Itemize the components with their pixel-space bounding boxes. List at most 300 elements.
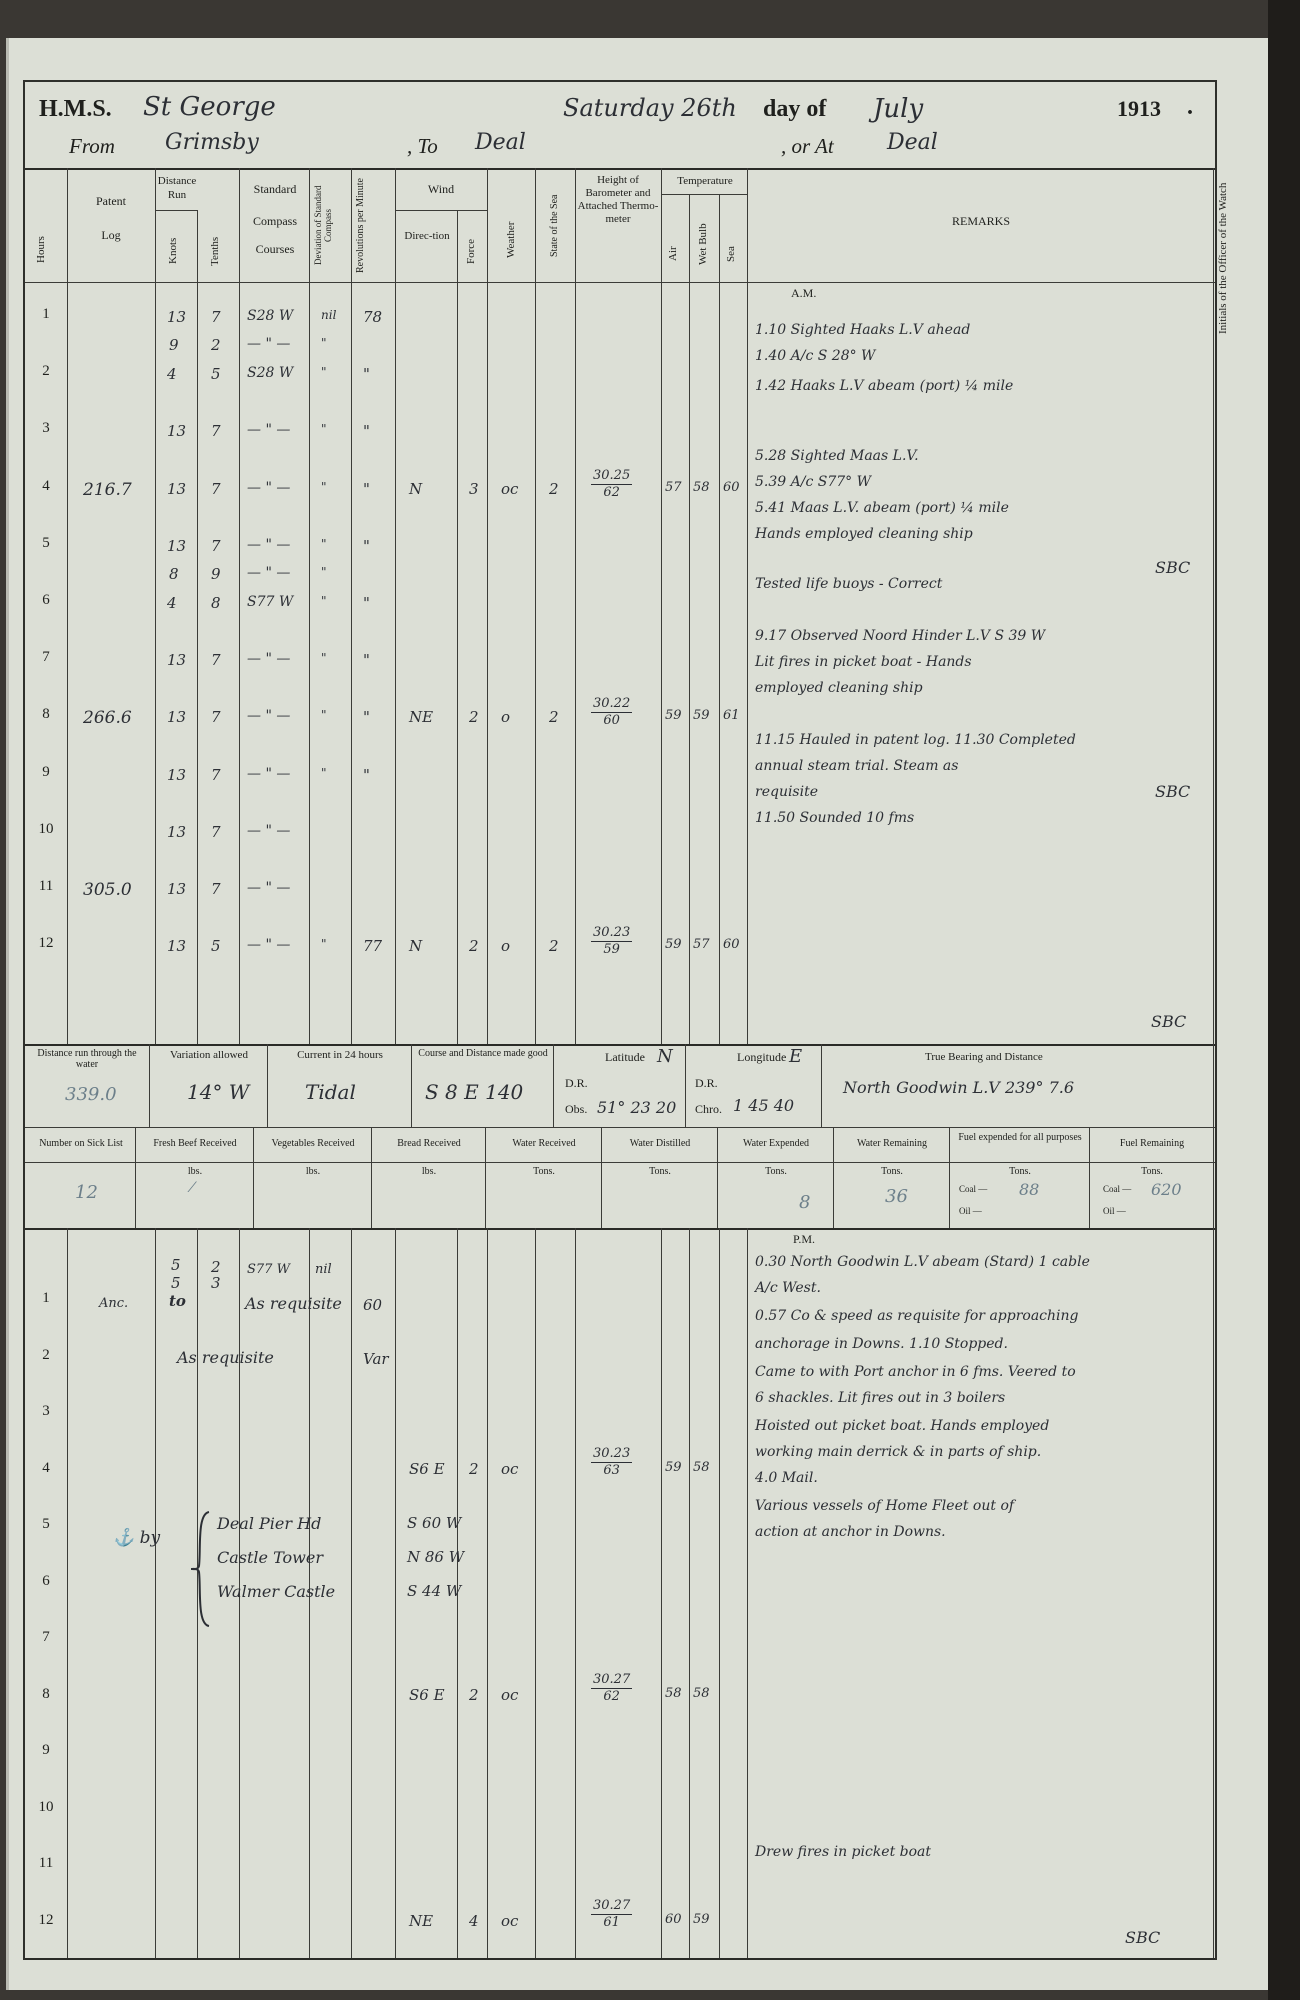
sum-course-value: S 8 E 140 [425, 1080, 524, 1104]
rule-am-bottom [25, 1044, 1215, 1046]
am-remark-line: 1.42 Haaks L.V abeam (port) ¼ mile [755, 378, 1014, 394]
water-remaining-label: Water Remaining [856, 1138, 927, 1149]
sum-dist-label: Distance run through the water [37, 1048, 137, 1070]
col-rule [197, 210, 198, 1044]
col-rule [253, 1127, 254, 1228]
col-rule [457, 210, 458, 1044]
pm-label: P.M. [793, 1232, 816, 1246]
col-rule [833, 1127, 834, 1228]
fuel-rem-coal-label: Coal — [1103, 1184, 1132, 1194]
pm-rev-b: 60 [363, 1296, 383, 1314]
hdr-tenths: Tenths [209, 236, 221, 266]
pm-weather: oc [501, 1460, 519, 1478]
baro-thermo: 62 [603, 485, 620, 500]
pm-remark-line: Various vessels of Home Fleet out of [755, 1498, 1015, 1514]
hdr-distance-run: Distance Run [157, 175, 197, 201]
col-rule [601, 1127, 602, 1228]
am-tenths: 8 [211, 594, 221, 612]
col-rule [67, 1228, 68, 1958]
col-rule [1213, 1228, 1214, 1958]
at-value: Deal [887, 130, 938, 155]
initials-am-2: SBC [1155, 782, 1191, 801]
am-remark-line: 11.15 Hauled in patent log. 11.30 Completed [755, 732, 1076, 748]
am-knots: 13 [167, 937, 187, 955]
pm-remark-line: working main derrick & in parts of ship. [755, 1444, 1042, 1460]
col-rule [395, 1228, 396, 1958]
initials-am-3: SBC [1151, 1012, 1187, 1031]
rule-pm-top [25, 1228, 1215, 1230]
rule-wind-sub [395, 210, 487, 211]
am-wind-dir: N [409, 480, 423, 498]
bearing-direction: S 60 W [407, 1514, 462, 1532]
bread-label: Bread Received [397, 1138, 461, 1149]
am-weather: oc [501, 480, 519, 498]
col-rule [535, 1228, 536, 1958]
col-rule [661, 168, 662, 1044]
hdr-temperature: Temperature [677, 175, 733, 187]
pm-weather: oc [501, 1912, 519, 1930]
pm-hour: 2 [42, 1347, 50, 1363]
sum-lon-chro: 1 45 40 [733, 1096, 795, 1115]
am-tenths: 7 [211, 480, 221, 498]
am-remark-line: 5.41 Maas L.V. abeam (port) ¼ mile [755, 500, 1009, 516]
col-rule [661, 1228, 662, 1958]
hdr-sea-temp: Sea [725, 246, 737, 262]
pm-course-c: As requisite [177, 1348, 274, 1367]
pm-remark-line: 6 shackles. Lit fires out in 3 boilers [755, 1390, 1006, 1406]
rule-temp-sub [661, 194, 747, 195]
am-log: 216.7 [83, 480, 132, 500]
am-barometer [591, 696, 632, 729]
am-knots: 13 [167, 480, 187, 498]
hdr-force: Force [465, 238, 477, 264]
sum-cur-value: Tidal [305, 1080, 356, 1104]
bearing-name: Castle Tower [217, 1548, 323, 1567]
fuel-exp-oil-label: Oil — [959, 1206, 982, 1216]
hdr-remarks: REMARKS [951, 214, 1010, 228]
baro-height: 30.22 [593, 696, 631, 711]
hdr-standard: Standard [253, 182, 297, 196]
bearing-name: Walmer Castle [217, 1582, 336, 1601]
am-hour: 12 [38, 935, 54, 951]
water-received-unit: Tons. [533, 1166, 555, 1177]
hdr-weather: Weather [505, 221, 517, 259]
pm-wind-force: 2 [469, 1460, 479, 1478]
am-tenths: 7 [211, 766, 221, 784]
am-knots: 4 [167, 594, 177, 612]
water-expended-value: 8 [799, 1192, 811, 1213]
hdr-log: Log [101, 228, 121, 242]
am-barometer [591, 468, 632, 501]
am-course: — " — [247, 823, 291, 839]
bearing-direction: S 44 W [407, 1582, 462, 1600]
col-rule [371, 1127, 372, 1228]
sum-var-label: Variation allowed [170, 1049, 248, 1061]
am-revolutions: " [363, 422, 370, 440]
sick-value: 12 [75, 1182, 98, 1203]
am-hour: 5 [42, 535, 50, 551]
am-deviation-extra: " [321, 336, 327, 350]
pm-course-a-dev: nil [315, 1262, 332, 1277]
baro-thermo: 61 [603, 1915, 620, 1930]
baro-thermo: 60 [603, 713, 620, 728]
col-rule [689, 194, 690, 1044]
am-tenths: 7 [211, 422, 221, 440]
pm-hour: 1 [42, 1290, 50, 1306]
col-rule [155, 168, 156, 1044]
hdr-barometer: Height of Barometer and Attached Thermo-meter [577, 174, 659, 225]
pm-hour: 12 [38, 1912, 54, 1928]
col-rule [135, 1127, 136, 1228]
pm-kn-a: 5 [171, 1256, 181, 1274]
sum-lon-dir: E [789, 1046, 803, 1067]
baro-height: 30.23 [593, 925, 631, 940]
hdr-revolutions: Revolutions per Minute [355, 178, 366, 274]
col-rule [149, 1044, 150, 1127]
pm-remark-line: Drew fires in picket boat [755, 1844, 932, 1860]
fuel-remaining-label: Fuel Remaining [1119, 1138, 1185, 1149]
am-revolutions: " [363, 651, 370, 669]
am-knots: 13 [167, 537, 187, 555]
col-rule [685, 1044, 686, 1127]
rule-sum2-head [25, 1162, 1215, 1163]
am-sea-state: 2 [549, 937, 559, 955]
pm-wind-dir: S6 E [409, 1686, 445, 1704]
pm-tn-b: 3 [211, 1274, 221, 1292]
pm-hour: 4 [42, 1460, 50, 1476]
water-expended-label: Water Expended [742, 1138, 810, 1149]
pm-wind-dir: S6 E [409, 1460, 445, 1478]
pm-barometer [591, 1898, 632, 1931]
col-rule [155, 1228, 156, 1958]
am-tenths: 7 [211, 708, 221, 726]
pm-air: 58 [665, 1686, 682, 1701]
from-label: From [69, 134, 115, 158]
am-revolutions: 78 [363, 308, 383, 326]
am-remark-line: 5.28 Sighted Maas L.V. [755, 448, 919, 464]
am-course: — " — [247, 880, 291, 896]
am-knots: 4 [167, 365, 177, 383]
col-rule [535, 168, 536, 1044]
col-rule [1213, 1044, 1214, 1127]
col-rule [821, 1044, 822, 1127]
am-remark-line: Lit fires in picket boat - Hands [755, 654, 972, 670]
sum-bearing-value: North Goodwin L.V 239° 7.6 [843, 1078, 1075, 1097]
bread-unit: lbs. [421, 1166, 437, 1177]
from-value: Grimsby [165, 130, 259, 155]
hdr-deviation: Deviation of Standard Compass [313, 185, 333, 265]
fuel-exp-coal-label: Coal — [959, 1184, 988, 1194]
col-rule [1213, 168, 1214, 1044]
am-tenths: 7 [211, 823, 221, 841]
baro-thermo: 62 [603, 1689, 620, 1704]
pm-barometer [591, 1446, 632, 1479]
am-remark-line: annual steam trial. Steam as [755, 758, 959, 774]
rule-dist-sub [155, 210, 197, 211]
year-dot: . [1187, 94, 1193, 120]
col-rule [719, 1228, 720, 1958]
am-knots-extra: 8 [169, 565, 179, 583]
am-tenths-extra: 9 [211, 565, 221, 583]
col-rule [351, 1228, 352, 1958]
am-knots: 13 [167, 422, 187, 440]
fuel-expended-unit: Tons. [1009, 1166, 1031, 1177]
hdr-courses: Courses [255, 242, 295, 256]
to-value: Deal [475, 130, 526, 155]
pm-remark-line: A/c West. [755, 1280, 821, 1296]
bearing-direction: N 86 W [407, 1548, 465, 1566]
pm-wet-bulb: 59 [693, 1912, 710, 1927]
pm-hour: 11 [38, 1855, 54, 1871]
am-remark-line: 11.50 Sounded 10 fms [755, 810, 915, 826]
am-log: 305.0 [83, 880, 132, 900]
rule-am-head [25, 282, 1215, 283]
pm-hour: 5 [42, 1516, 50, 1532]
pm-wet-bulb: 58 [693, 1686, 710, 1701]
water-distilled-unit: Tons. [649, 1166, 671, 1177]
am-revolutions: " [363, 365, 370, 383]
pm-hour: 3 [42, 1403, 50, 1419]
am-revolutions: " [363, 480, 370, 498]
day-of-label: day of [763, 96, 827, 122]
col-rule [309, 168, 310, 1044]
am-hour: 4 [42, 478, 50, 494]
am-weather: o [501, 937, 511, 955]
pm-course-a: S77 W [247, 1262, 290, 1277]
pm-weather: oc [501, 1686, 519, 1704]
sum-lon-chro-label: Chro. [695, 1102, 722, 1116]
pm-hour: 6 [42, 1573, 50, 1589]
am-label: A.M. [791, 286, 817, 300]
hdr-knots: Knots [167, 237, 179, 265]
am-deviation: " [321, 651, 327, 665]
am-wind-dir: N [409, 937, 423, 955]
log-day: Saturday 26th [563, 94, 737, 122]
sum-lon-label: Longitude [737, 1050, 787, 1064]
pm-hour: 10 [38, 1799, 54, 1815]
rule-am-top [25, 168, 1215, 170]
sum-bearing-label: True Bearing and Distance [925, 1051, 1043, 1063]
col-rule [949, 1127, 950, 1228]
am-wind-force: 2 [469, 708, 479, 726]
am-remark-line: employed cleaning ship [755, 680, 923, 696]
am-air: 57 [665, 480, 682, 495]
pm-wind-force: 4 [469, 1912, 479, 1930]
sum-lat-obs-label: Obs. [565, 1102, 588, 1116]
water-remaining-value: 36 [885, 1186, 908, 1207]
book-spine [1268, 0, 1300, 2000]
am-wind-dir: NE [409, 708, 434, 726]
am-deviation: " [321, 537, 327, 551]
am-tenths: 7 [211, 308, 221, 326]
am-sea-temp: 61 [723, 708, 740, 723]
am-revolutions: " [363, 594, 370, 612]
am-deviation: nil [321, 308, 337, 322]
pm-anc-log: Anc. [99, 1296, 129, 1311]
am-course: — " — [247, 422, 291, 438]
initials-pm: SBC [1125, 1928, 1161, 1947]
am-remark-line: Hands employed cleaning ship [755, 526, 973, 542]
hdr-wind: Wind [427, 182, 455, 196]
pm-wet-bulb: 58 [693, 1460, 710, 1475]
am-deviation: " [321, 937, 327, 951]
fuel-remaining-unit: Tons. [1141, 1166, 1163, 1177]
pm-remark-line: Hoisted out picket boat. Hands employed [755, 1418, 1050, 1434]
pm-hour: 9 [42, 1742, 50, 1758]
sum-lon-dr: D.R. [695, 1076, 718, 1090]
am-course: — " — [247, 651, 291, 667]
hdr-compass: Compass [252, 214, 297, 228]
pm-hour: 8 [42, 1686, 50, 1702]
pm-remark-line: Came to with Port anchor in 6 fms. Veered to [755, 1364, 1076, 1380]
am-tenths: 5 [211, 365, 221, 383]
am-hour: 2 [42, 363, 50, 379]
am-tenths: 7 [211, 537, 221, 555]
am-deviation: " [321, 708, 327, 722]
col-rule [1089, 1127, 1090, 1228]
am-knots: 13 [167, 708, 187, 726]
am-tenths: 7 [211, 651, 221, 669]
am-revolutions: " [363, 708, 370, 726]
am-deviation: " [321, 594, 327, 608]
am-course: — " — [247, 708, 291, 724]
am-revolutions: " [363, 537, 370, 555]
col-rule [411, 1044, 412, 1127]
hdr-hours: Hours [35, 236, 47, 264]
hdr-air: Air [667, 246, 679, 262]
am-sea-state: 2 [549, 708, 559, 726]
pm-remark-line: 4.0 Mail. [755, 1470, 818, 1486]
am-hour: 10 [38, 821, 54, 837]
beef-label: Fresh Beef Received [153, 1138, 237, 1149]
pm-course-b: As requisite [245, 1294, 342, 1313]
sum-lat-dir: N [657, 1046, 673, 1067]
am-hour: 7 [42, 649, 50, 665]
initials-am-1: SBC [1155, 558, 1191, 577]
log-year: 1913 [1117, 96, 1161, 121]
am-course-extra: — " — [247, 565, 291, 581]
am-sea-temp: 60 [723, 937, 740, 952]
beef-value: ⁄ [191, 1180, 194, 1196]
am-hour: 9 [42, 764, 50, 780]
col-rule [67, 168, 68, 1044]
log-month: July [873, 94, 924, 124]
water-received-label: Water Received [512, 1138, 576, 1149]
col-rule [553, 1044, 554, 1127]
veg-unit: lbs. [305, 1166, 321, 1177]
baro-height: 30.27 [593, 1898, 631, 1913]
am-course: S28 W [247, 308, 294, 324]
anchor-by-label: ⚓ by [113, 1528, 161, 1548]
am-remark-line: 9.17 Observed Noord Hinder L.V S 39 W [755, 628, 1046, 644]
col-rule [485, 1127, 486, 1228]
pm-remark-line: anchorage in Downs. 1.10 Stopped. [755, 1336, 1008, 1352]
am-wet-bulb: 59 [693, 708, 710, 723]
col-rule [1213, 1127, 1214, 1228]
baro-thermo: 63 [603, 1463, 620, 1478]
sum-course-label: Course and Distance made good [418, 1048, 548, 1059]
pm-remark-line: 0.30 North Goodwin L.V abeam (Stard) 1 cable [755, 1254, 1090, 1270]
at-label: , or At [781, 134, 834, 158]
rule-sum1-bottom [25, 1127, 1215, 1128]
am-weather: o [501, 708, 511, 726]
pm-rev-c: Var [363, 1350, 389, 1368]
am-air: 59 [665, 708, 682, 723]
col-rule [487, 168, 488, 1044]
am-revolutions: 77 [363, 937, 383, 955]
pm-hour: 7 [42, 1629, 50, 1645]
am-deviation-extra: " [321, 565, 327, 579]
am-hour: 3 [42, 420, 50, 436]
baro-height: 30.23 [593, 1446, 631, 1461]
col-rule [575, 1228, 576, 1958]
fuel-rem-coal-value: 620 [1151, 1180, 1182, 1199]
rule-pm-bottom [25, 1958, 1215, 1960]
fuel-rem-oil-label: Oil — [1103, 1206, 1126, 1216]
col-rule [239, 168, 240, 1044]
veg-label: Vegetables Received [271, 1138, 355, 1149]
ship-name: St George [143, 92, 276, 122]
am-course: — " — [247, 937, 291, 953]
am-barometer [591, 925, 632, 958]
am-hour: 8 [42, 706, 50, 722]
water-expended-unit: Tons. [765, 1166, 787, 1177]
sick-label: Number on Sick List [39, 1138, 123, 1149]
am-remark-line: requisite [755, 784, 819, 800]
am-wind-force: 2 [469, 937, 479, 955]
am-course: — " — [247, 766, 291, 782]
am-knots: 13 [167, 766, 187, 784]
am-course-extra: — " — [247, 336, 291, 352]
col-rule [487, 1228, 488, 1958]
hdr-direction: Direc-tion [404, 230, 450, 242]
ship-prefix: H.M.S. [39, 96, 112, 122]
am-course: S28 W [247, 365, 294, 381]
water-remaining-unit: Tons. [881, 1166, 903, 1177]
am-wind-force: 3 [469, 480, 479, 498]
log-sheet [23, 80, 1229, 1960]
fuel-exp-coal-value: 88 [1019, 1180, 1040, 1199]
water-distilled-label: Water Distilled [629, 1138, 691, 1149]
am-wet-bulb: 57 [693, 937, 710, 952]
pm-tn-a: 2 [211, 1258, 221, 1276]
log-page [6, 38, 1268, 1990]
beef-unit: lbs. [187, 1166, 203, 1177]
am-deviation: " [321, 422, 327, 436]
am-revolutions: " [363, 766, 370, 784]
pm-kn-b: 5 [171, 1274, 181, 1292]
sum-lat-label: Latitude [605, 1050, 645, 1064]
fuel-expended-label: Fuel expended for all purposes [958, 1132, 1082, 1143]
am-knots: 13 [167, 823, 187, 841]
am-knots-extra: 9 [169, 336, 179, 354]
pm-barometer [591, 1672, 632, 1705]
pm-remark-line: 0.57 Co & speed as requisite for approaching [755, 1308, 1079, 1324]
am-hour: 11 [38, 878, 54, 894]
col-rule [267, 1044, 268, 1127]
sum-dist-value: 339.0 [65, 1084, 117, 1105]
sum-lat-dr: D.R. [565, 1076, 588, 1090]
am-sea-temp: 60 [723, 480, 740, 495]
am-course: S77 W [247, 594, 294, 610]
am-hour: 1 [42, 306, 50, 322]
hdr-wet-bulb: Wet Bulb [697, 223, 709, 265]
am-course: — " — [247, 480, 291, 496]
am-wet-bulb: 58 [693, 480, 710, 495]
col-rule [719, 194, 720, 1044]
am-knots: 13 [167, 880, 187, 898]
baro-height: 30.25 [593, 468, 631, 483]
